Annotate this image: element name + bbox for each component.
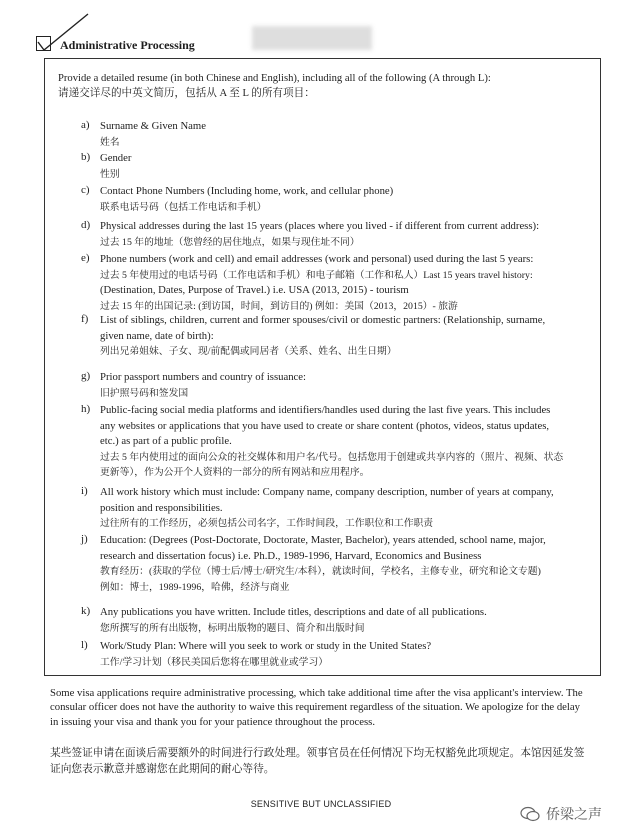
item-line: 旧护照号码和签发国 xyxy=(100,387,189,399)
item-letter: a) xyxy=(81,119,90,131)
item-text xyxy=(100,533,598,595)
requirements-box xyxy=(44,58,601,676)
item-letter: c) xyxy=(81,184,90,196)
item-text xyxy=(100,252,598,314)
item-line: position and responsibilities. xyxy=(100,501,223,514)
item-text xyxy=(100,151,598,182)
item-line: 过去 15 年的出国记录: (到访国，时间，到访目的) 例如：美国（2013，2015）- 旅游 xyxy=(100,300,458,312)
item-letter: l) xyxy=(81,639,88,651)
item-line: 联系电话号码（包括工作电话和手机） xyxy=(100,201,267,213)
item-line: Contact Phone Numbers (Including home, work, and cellular phone) xyxy=(100,185,394,197)
item-letter: i) xyxy=(81,485,88,497)
item-line: Prior passport numbers and country of issuance: xyxy=(100,371,306,383)
watermark-text: 侨梁之声 xyxy=(546,807,602,823)
item-letter: h) xyxy=(81,403,91,415)
item-letter: d) xyxy=(81,219,91,231)
item-line: Phone numbers (work and cell) and email addresses (work and personal) used during the last 5 years: xyxy=(100,253,534,265)
item-line: 工作/学习计划（移民美国后您将在哪里就业或学习） xyxy=(100,656,329,668)
item-letter: g) xyxy=(81,370,91,382)
item-text xyxy=(100,184,598,215)
item-letter: b) xyxy=(81,151,91,163)
item-letter: e) xyxy=(81,252,90,264)
item-line: 列出兄弟姐妹、子女、现/前配偶或同居者（关系、姓名、出生日期） xyxy=(100,346,397,357)
item-line: Physical addresses during the last 15 years (places where you lived - if different from current address): xyxy=(100,220,540,232)
item-line: Surname & Given Name xyxy=(100,120,206,132)
item-line: 过去 5 年使用过的电话号码（工作电话和手机）和电子邮箱（工作和私人）Last 15 years travel history: xyxy=(100,269,533,281)
item-text xyxy=(100,313,598,360)
classification-label: SENSITIVE BUT UNCLASSIFIED xyxy=(250,799,392,809)
item-line: Education: (Degrees (Post-Doctorate, Doctorate, Master, Bachelor), years attended, school name, major, xyxy=(100,534,546,546)
item-line: 过往所有的工作经历，必须包括公司名字，工作时间段，工作职位和工作职责 xyxy=(100,518,434,529)
item-line: 例如：博士，1989-1996，哈佛，经济与商业 xyxy=(100,581,290,593)
wechat-icon xyxy=(520,806,540,822)
item-line: Gender xyxy=(100,152,132,164)
item-line: etc.) as part of a public profile. xyxy=(100,435,232,447)
item-text xyxy=(100,403,598,481)
item-text xyxy=(100,605,598,636)
item-text xyxy=(100,639,598,670)
item-text xyxy=(100,370,598,401)
item-letter: f) xyxy=(81,313,89,325)
item-line: Public-facing social media platforms and identifiers/handles used during the last five years. This includes xyxy=(100,404,551,416)
footer-chinese: 某些签证申请在面谈后需要额外的时间进行行政处理。领事官员在任何情况下均无权豁免此项规定。本馆因延发签证向您表示歉意并感谢您在此期间的耐心等待。 xyxy=(50,747,585,775)
item-text xyxy=(100,219,598,250)
item-line: 过去 5 年内使用过的面向公众的社交媒体和用户名/代号。包括您用于创建或共享内容的（照片、视频、状态 xyxy=(100,451,564,463)
item-line: (Destination, Dates, Purpose of Travel.) i.e. USA (2013, 2015) - tourism xyxy=(100,284,409,296)
item-line: 过去 15 年的地址（您曾经的居住地点，如果与现住址不同） xyxy=(100,236,360,248)
item-letter: j) xyxy=(81,533,88,545)
item-text xyxy=(100,485,598,532)
watermark xyxy=(520,804,602,824)
item-line: List of siblings, children, current and former spouses/civil or domestic partners: (Relationship, surname, xyxy=(100,314,546,326)
item-line: Any publications you have written. Include titles, descriptions and date of all publications. xyxy=(100,606,487,618)
item-line: 教育经历：(获取的学位（博士后/博士/研究生/本科），就读时间，学校名，主修专业，研究和论文专题) xyxy=(100,566,541,577)
intro xyxy=(58,71,588,101)
item-line: 您所撰写的所有出版物，标明出版物的题目、简介和出版时间 xyxy=(100,622,365,634)
redacted-area xyxy=(252,26,372,50)
item-line: given name, date of birth): xyxy=(100,329,214,342)
item-line: 更新等），作为公开个人资料的一部分的所有网站和应用程序。 xyxy=(100,467,370,478)
item-text xyxy=(100,119,598,150)
item-line: any websites or applications that you have used to create or share content (photos, videos, status updates, xyxy=(100,419,550,432)
section-title: Administrative Processing xyxy=(60,38,195,52)
footer-english: Some visa applications require administrative processing, which take additional time after the visa applicant's interview. The consular officer does not have the authority to waive this requirement regardless of the situation. We apologize for the delay in issuing your visa and thank you for your patience throughout the process. xyxy=(50,687,583,728)
intro-english: Provide a detailed resume (in both Chinese and English), including all of the following (A through L): xyxy=(58,73,491,84)
intro-chinese: 请递交详尽的中英文简历，包括从 A 至 L 的所有项目： xyxy=(58,88,315,99)
item-line: research and dissertation focus) i.e. Ph.D., 1989-1996, Harvard, Economics and Business xyxy=(100,549,482,562)
item-line: 性别 xyxy=(100,168,120,180)
item-line: Work/Study Plan: Where will you seek to work or study in the United States? xyxy=(100,640,432,652)
item-line: 姓名 xyxy=(100,136,120,148)
item-letter: k) xyxy=(81,605,91,617)
item-line: All work history which must include: Company name, company description, number of years at company, xyxy=(100,486,554,498)
